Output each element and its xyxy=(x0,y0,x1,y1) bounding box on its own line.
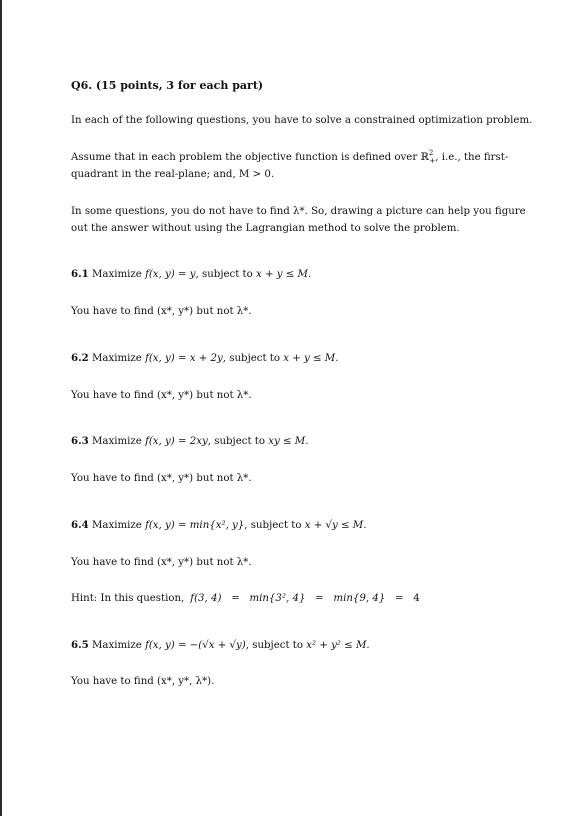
assumption-text: Assume that in each problem the objective function is defined over xyxy=(71,152,421,163)
part-6-5-statement xyxy=(71,639,370,652)
part-verb: Maximize xyxy=(91,353,142,364)
note-line-1: In some questions, you do not have to find λ*. So, drawing a picture can help you figure xyxy=(71,206,526,217)
part-constraint: x + y ≤ M. xyxy=(283,353,339,364)
part-subject-to: , subject to xyxy=(244,520,305,531)
part-6-4-statement xyxy=(71,519,366,532)
part-objective: f(x, y) = y xyxy=(145,269,196,280)
part-objective: f(x, y) = x + 2y xyxy=(145,353,223,364)
hint-label: Hint: In this question, xyxy=(71,593,185,604)
part-6-5-instruction: You have to find (x*, y*, λ*). xyxy=(71,676,215,687)
set-superscript: 2 xyxy=(428,148,434,157)
set-subscript: + xyxy=(429,157,436,166)
real-set-symbol xyxy=(420,148,436,166)
part-6-4-instruction: You have to find (x*, y*) but not λ*. xyxy=(71,557,252,568)
part-verb: Maximize xyxy=(91,520,142,531)
part-label: 6.2 xyxy=(71,352,89,364)
part-label: 6.4 xyxy=(71,519,89,531)
part-6-2-statement xyxy=(71,352,338,365)
part-6-1-instruction: You have to find (x*, y*) but not λ*. xyxy=(71,306,252,317)
part-6-3-instruction: You have to find (x*, y*) but not λ*. xyxy=(71,473,252,484)
set-letter: ℝ xyxy=(420,152,429,163)
part-label: 6.3 xyxy=(71,435,89,447)
part-6-2-instruction: You have to find (x*, y*) but not λ*. xyxy=(71,390,252,401)
part-verb: Maximize xyxy=(91,640,142,651)
hint-expr-1: f(3, 4) xyxy=(190,593,222,604)
part-subject-to: , subject to xyxy=(222,353,284,364)
part-verb: Maximize xyxy=(91,436,142,447)
hint-result: 4 xyxy=(413,593,420,604)
part-label: 6.5 xyxy=(71,639,89,651)
hint-expr-3: min{9, 4} xyxy=(333,593,386,604)
question-title: Q6. (15 points, 3 for each part) xyxy=(71,79,264,92)
hint-equals-1: = xyxy=(231,593,240,604)
part-label: 6.1 xyxy=(71,268,89,280)
assumption-line-1 xyxy=(71,148,509,166)
part-subject-to: , subject to xyxy=(245,640,307,651)
part-6-1-statement xyxy=(71,268,311,281)
hint-line xyxy=(71,592,420,605)
part-objective: f(x, y) = −(√x + √y) xyxy=(145,640,246,651)
part-constraint: x + y ≤ M. xyxy=(256,269,312,280)
note-line-2: out the answer without using the Lagrangian method to solve the problem. xyxy=(71,223,460,234)
part-verb: Maximize xyxy=(91,269,142,280)
assumption-line-2: quadrant in the real-plane; and, M > 0. xyxy=(71,169,275,180)
hint-expr-2: min{3², 4} xyxy=(249,593,306,604)
intro-text: In each of the following questions, you have to solve a constrained optimization problem. xyxy=(71,115,533,126)
part-subject-to: , subject to xyxy=(207,436,269,447)
part-subject-to: , subject to xyxy=(195,269,257,280)
assumption-text-end: , i.e., the first- xyxy=(435,152,509,163)
part-objective: f(x, y) = min{x², y} xyxy=(145,520,245,531)
part-objective: f(x, y) = 2xy xyxy=(145,436,208,447)
part-constraint: x² + y² ≤ M. xyxy=(306,640,370,651)
part-6-3-statement xyxy=(71,435,308,448)
part-constraint: x + √y ≤ M. xyxy=(304,520,367,531)
hint-equals-3: = xyxy=(395,593,404,604)
part-constraint: xy ≤ M. xyxy=(268,436,309,447)
hint-equals-2: = xyxy=(315,593,324,604)
page-left-border xyxy=(0,0,2,816)
